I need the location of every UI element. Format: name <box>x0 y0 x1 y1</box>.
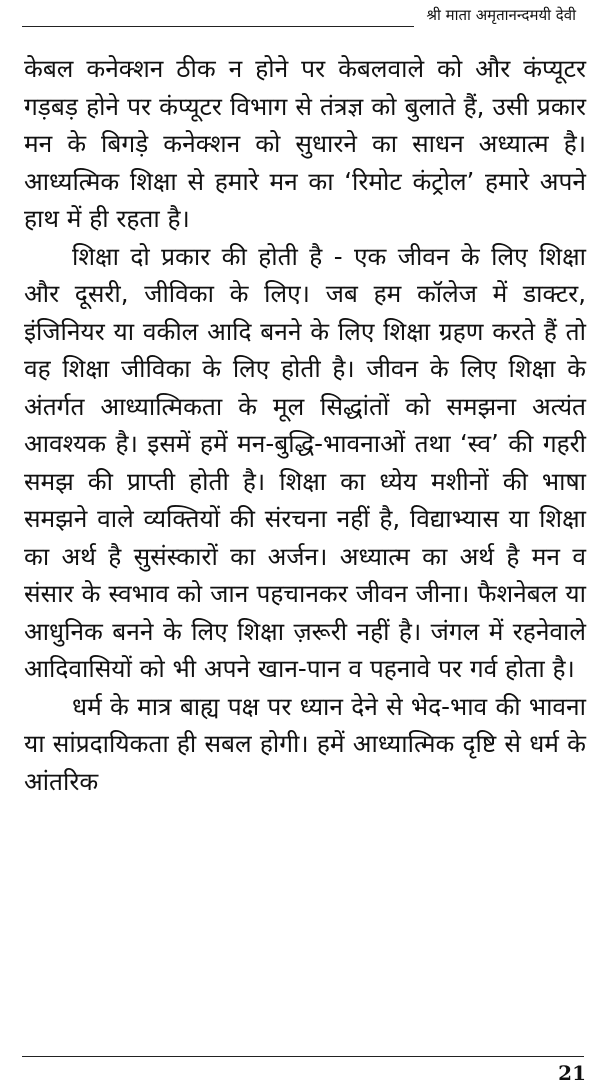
paragraph-3: धर्म के मात्र बाह्य पक्ष पर ध्यान देने से भेद-भाव की भावना या सांप्रदायिकता ही सबल होगी। हमें आध्यात्मिक दृष्टि से धर्म के आंतरिक <box>24 691 586 796</box>
header-rule <box>22 26 414 27</box>
page-body <box>24 50 586 800</box>
running-header: श्री माता अमृतानन्दमयी देवी <box>426 6 576 24</box>
paragraph-2: शिक्षा दो प्रकार की होती है - एक जीवन के लिए शिक्षा और दूसरी, जीविका के लिए। जब हम कॉलेज में डाक्टर, इंजिनियर या वकील आदि बनने के लिए शिक्षा ग्रहण करते हैं तो वह शिक्षा जीविका के लिए होती है। जीवन के लिए शिक्षा के अंतर्गत आध्यात्मिकता के मूल सिद्धांतों को समझना अत्यंत आवश्यक है। इसमें हमें मन-बुद्धि-भावनाओं तथा ‘स्व’ की गहरी समझ की प्राप्ती होती है। शिक्षा का ध्येय मशीनों की भाषा समझने वाले व्यक्तियों की संरचना नहीं है, विद्याभ्यास या शिक्षा का अर्थ है सुसंस्कारों का अर्जन। अध्यात्म का अर्थ है मन व संसार के स्वभाव को जान पहचानकर जीवन जीना। फैशनेबल या आधुनिक बनने के लिए शिक्षा ज़रूरी नहीं है। जंगल में रहनेवाले आदिवासियों को भी अपने खान-पान व पहनावे पर गर्व होता है। <box>24 241 586 683</box>
page-number: 21 <box>558 1061 586 1085</box>
footer-rule <box>22 1056 584 1057</box>
paragraph-1: केबल कनेक्शन ठीक न होने पर केबलवाले को और कंप्यूटर गड़बड़ होने पर कंप्यूटर विभाग से तंत्रज्ञ को बुलाते हैं, उसी प्रकार मन के बिगड़े कनेक्शन को सुधारने का साधन अध्यात्म है। आध्यत्मिक शिक्षा से हमारे मन का ‘रिमोट कंट्रोल’ हमारे अपने हाथ में ही रहता है। <box>24 54 586 233</box>
